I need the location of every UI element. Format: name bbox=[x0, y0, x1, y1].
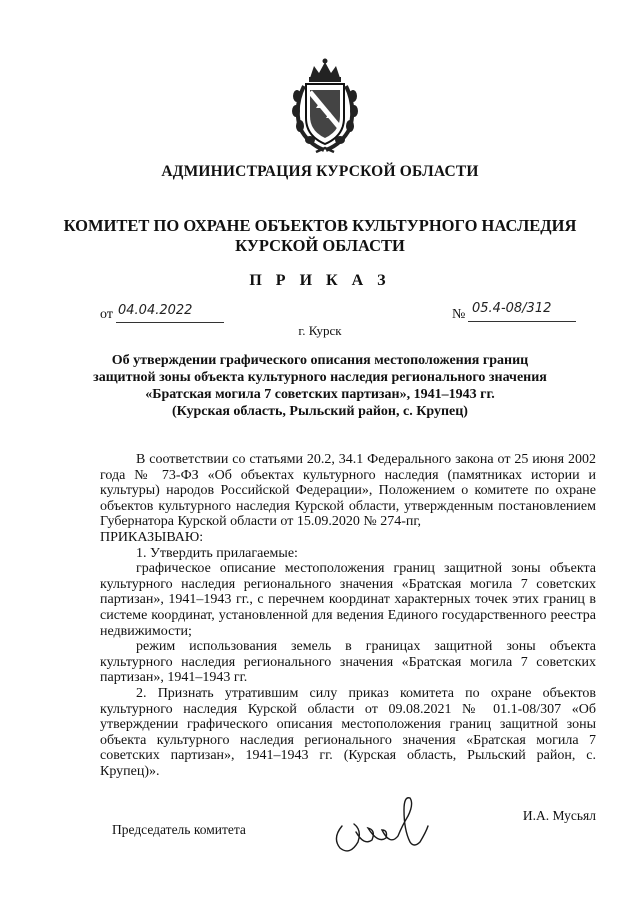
signatory-name: И.А. Мусьял bbox=[522, 808, 596, 823]
administration-heading: АДМИНИСТРАЦИЯ КУРСКОЙ ОБЛАСТИ bbox=[161, 163, 479, 180]
handwritten-signature bbox=[328, 786, 448, 862]
committee-heading-line1: КОМИТЕТ ПО ОХРАНЕ ОБЪЕКТОВ КУЛЬТУРНОГО НАСЛЕДИЯ bbox=[63, 216, 577, 235]
date-value: 04.04.2022 bbox=[118, 303, 193, 318]
title-line: защитной зоны объекта культурного наследия регионального значения bbox=[93, 370, 547, 385]
title-line: «Братская могила 7 советских партизан», 1941–1943 гг. bbox=[145, 387, 495, 402]
item-1b: режим использования земель в границах защитной зоны объекта культурного наследия регионального значения «Братская могила 7 советских партизан», 1941–1943 гг. bbox=[100, 639, 596, 686]
document-title bbox=[0, 352, 640, 420]
committee-heading bbox=[0, 216, 640, 256]
item-1a: графическое описание местоположения границ защитной зоны объекта культурного наследия регионального значения «Братская могила 7 советских партизан», 1941–1943 гг., с перечнем координат характерных точек этих границ в системе координат, установленной для ведения Единого государственного реестра недвижимости; bbox=[100, 561, 596, 639]
number-value: 05.4-08/312 bbox=[472, 301, 552, 316]
committee-heading-line2: КУРСКОЙ ОБЛАСТИ bbox=[235, 236, 405, 255]
order-word: ПРИКАЗЫВАЮ: bbox=[100, 529, 204, 545]
title-line: (Курская область, Рыльский район, с. Крупец) bbox=[172, 404, 468, 419]
number-label: № bbox=[452, 307, 466, 322]
item-2: 2. Признать утратившим силу приказ комитета по охране объектов культурного наследия Курской области от 09.08.2021 № 01.1-08/307 «Об утверждении графического описания местоположения границ защитной зоны объекта культурного наследия регионального значения «Братская могила 7 советских партизан», 1941–1943 гг. (Курская область, Рыльский район, с. Крупец)». bbox=[100, 685, 596, 779]
preamble-paragraph: В соответствии со статьями 20.2, 34.1 Федерального закона от 25 июня 2002 года № 73-ФЗ «Об объектах культурного наследия (памятниках истории и культуры) народов Российской Федерации», Положением о комитете по охране объектов культурного наследия Курской области, утвержденным постановлением Губернатора Курской области от 15.09.2020 № 274-пг, bbox=[100, 452, 596, 530]
document-type-heading: П Р И К А З bbox=[249, 272, 391, 289]
title-line: Об утверждении графического описания местоположения границ bbox=[111, 353, 529, 368]
signatory-position: Председатель комитета bbox=[112, 822, 246, 837]
city-label: г. Курск bbox=[298, 323, 342, 338]
coat-of-arms-emblem bbox=[286, 56, 364, 156]
item-1: 1. Утвердить прилагаемые: bbox=[136, 545, 298, 561]
document-body bbox=[100, 452, 596, 779]
number-underline bbox=[468, 321, 576, 322]
date-label: от bbox=[100, 307, 113, 322]
